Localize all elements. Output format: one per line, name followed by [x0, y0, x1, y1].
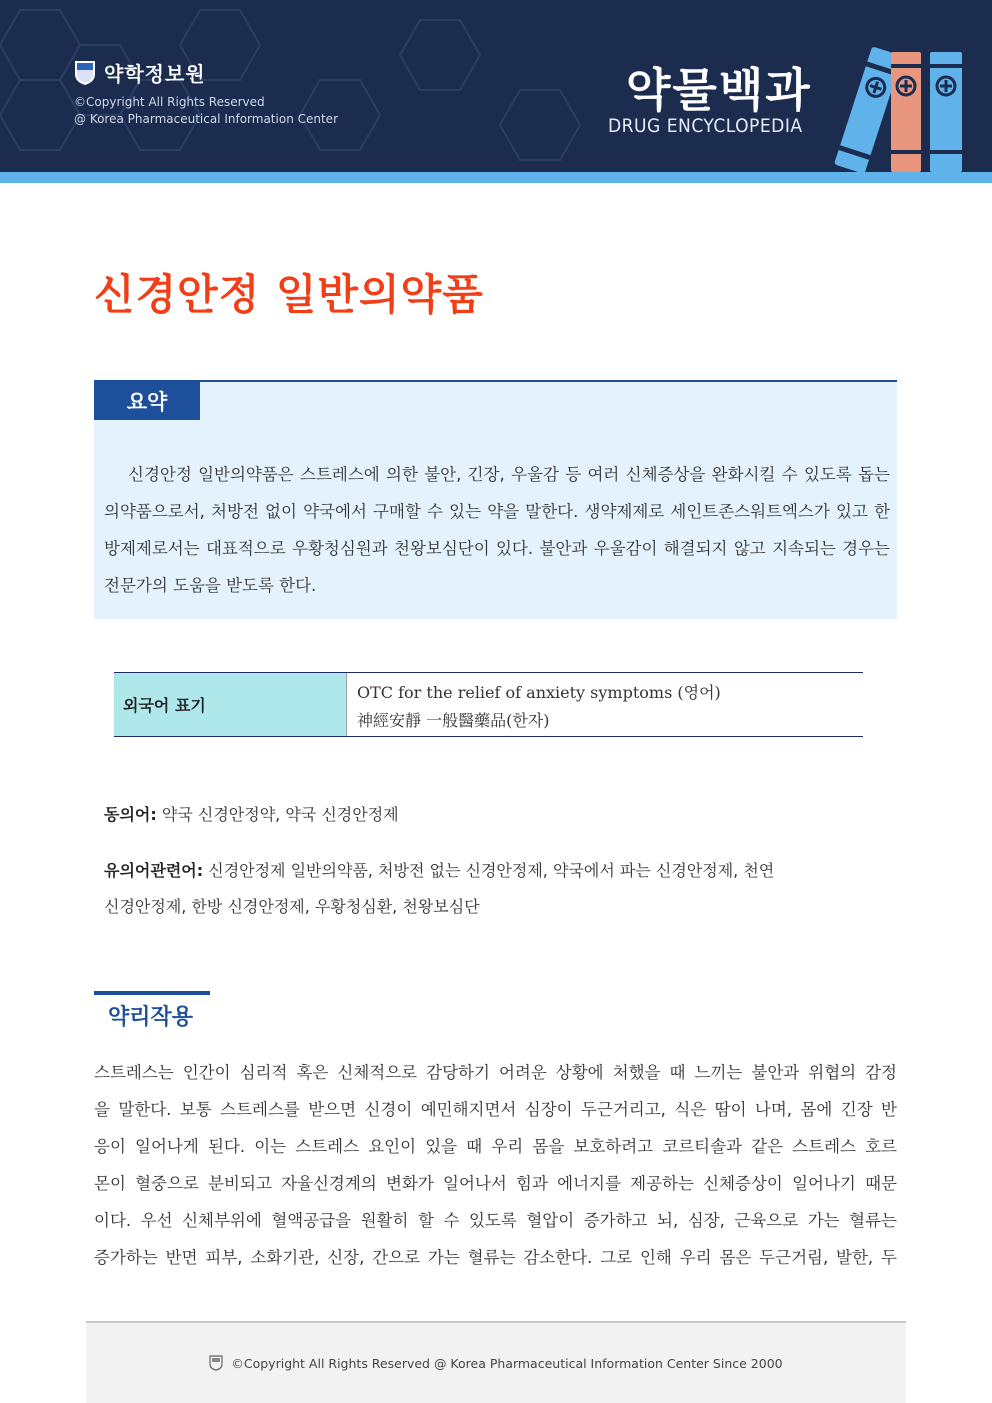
body-line: 증가하는 반면 피부, 소화기관, 신장, 간으로 가는 혈류는 감소한다. 그로 인해 우리 몸은 두근거림, 발한, 두 [94, 1248, 897, 1267]
body-line: 응이 일어나게 된다. 이는 스트레스 요인이 있을 때 우리 몸을 보호하려고 코르티솔과 같은 스트레스 호르 [94, 1137, 897, 1156]
related-value-line: 신경안정제, 한방 신경안정제, 우황청심환, 천왕보심단 [104, 897, 480, 916]
header-banner [0, 0, 992, 172]
foreign-names-label: 외국어 표기 [114, 673, 347, 736]
header-stripe [0, 172, 992, 183]
summary-box [94, 380, 897, 619]
summary-text: 신경안정 일반의약품은 스트레스에 의한 불안, 긴장, 우울감 등 여러 신체증상을 완화시킬 수 있도록 돕는 의약품으로서, 처방전 없이 약국에서 구매할 수 있는 약을 말한다. 생약제제로 세인트존스워트엑스가 있고 한방제제로서는 대표적으로 우황청심원과 천왕보심단이 있다. 불안과 우울감이 해결되지 않고 지속되는 경우는 전문가의 도움을 받도록 한다. [104, 465, 890, 595]
org-logo [74, 58, 206, 87]
shield-logo-icon [209, 1355, 223, 1371]
synonyms-label: 동의어: [104, 805, 157, 824]
shield-logo-icon [74, 60, 96, 86]
books-icon [818, 44, 968, 172]
copyright-line: @ Korea Pharmaceutical Information Center [74, 112, 338, 126]
page-title: 신경안정 일반의약품 [94, 270, 484, 319]
synonyms [104, 797, 864, 833]
section-divider [94, 991, 210, 995]
body-line: 이다. 우선 신체부위에 혈액공급을 원활히 할 수 있도록 혈압이 증가하고 뇌, 심장, 근육으로 가는 혈류는 [94, 1211, 897, 1230]
section-body [94, 1054, 897, 1276]
synonyms-value: 약국 신경안정약, 약국 신경안정제 [161, 805, 399, 824]
related-label: 유의어관련어: [104, 861, 204, 880]
org-name: 약학정보원 [104, 62, 206, 86]
summary-tab: 요약 [94, 382, 200, 420]
page-footer [86, 1321, 906, 1403]
foreign-name-hanja: 神經安靜 一般醫藥品(한자) [357, 711, 550, 730]
section-title: 약리작용 [108, 1005, 194, 1030]
related-terms [104, 853, 864, 925]
brand-subtitle: DRUG ENCYCLOPEDIA [608, 115, 803, 137]
foreign-names-table [114, 672, 863, 737]
foreign-name-english: OTC for the relief of anxiety symptoms (영어) [357, 683, 721, 702]
body-line: 스트레스는 인간이 심리적 혹은 신체적으로 감당하기 어려운 상황에 처했을 때 느끼는 불안과 위협의 감정 [94, 1063, 897, 1082]
copyright-line: ©Copyright All Rights Reserved [74, 95, 265, 109]
brand-title: 약물백과 [626, 63, 812, 117]
related-value-line: 신경안정제 일반의약품, 처방전 없는 신경안정제, 약국에서 파는 신경안정제, 천연 [208, 861, 775, 880]
footer-copyright: ©Copyright All Rights Reserved @ Korea Pharmaceutical Information Center Since 2000 [231, 1355, 783, 1371]
body-line: 을 말한다. 보통 스트레스를 받으면 신경이 예민해지면서 심장이 두근거리고, 식은 땀이 나며, 몸에 긴장 반 [94, 1100, 897, 1119]
foreign-names-values [347, 673, 863, 736]
body-line: 몬이 혈중으로 분비되고 자율신경계의 변화가 일어나서 힘과 에너지를 제공하는 신체증상이 일어나기 때문 [94, 1174, 897, 1193]
